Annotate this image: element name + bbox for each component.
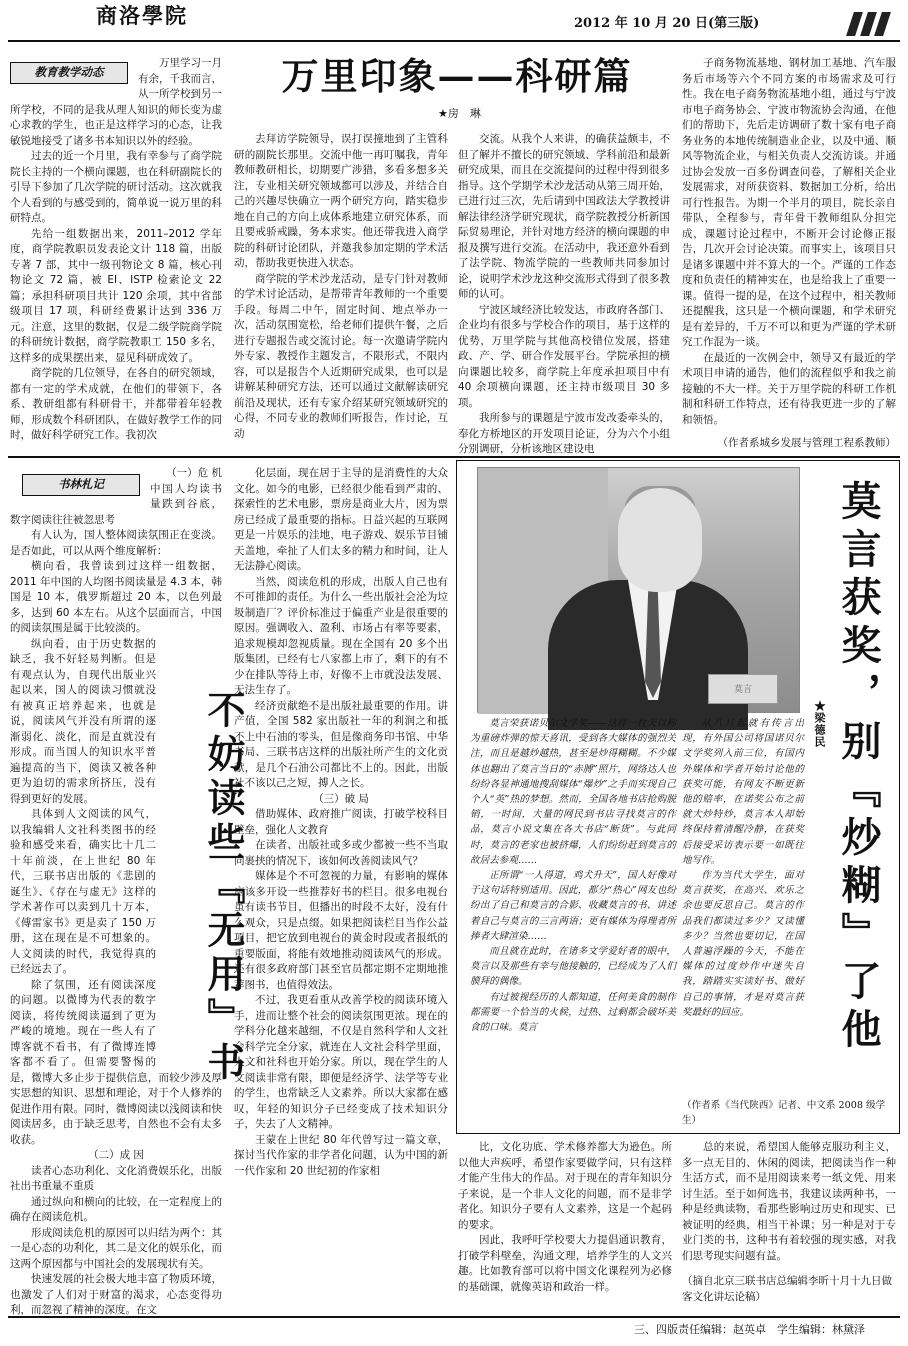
paragraph: 媒体是个不可忽视的力量，有影响的媒体应该多开设一些推荐好书的栏目。很多电视台虽有读书节目，但播出的时段不太好，没有什么观众，只是点缀。如果把阅读栏目当作公益项目，把它放到电视台的黄金时段或者报纸的重要版面，将能有效地推动阅读风气的形成。还有很多政府部门甚至官员都定期不定期地推荐图书，也值得效法。 — [234, 870, 448, 991]
section-tag-reading-notes: 书林札记 — [22, 474, 140, 496]
header-stripes — [846, 12, 896, 36]
header-rule — [8, 40, 900, 42]
paragraph: 除了氛围，还有阅读深度的问题。以微博为代表的数字阅读，将传统阅读逼到了更为严峻的境地。现在一些人有了博客就不看书，有了微博连博客都不看了。但需要警惕的是，微博大多止步于提供信息，而较少涉及厚实思想的知识、思想和理论，对于个人修养的促进作用有限。同时，微博阅读以浅阅读和快阅读居多，由于缺乏思考，自然也不会有太多收获。 — [10, 978, 222, 1146]
paragraph: 我所参与的课题是宁波市发改委牵头的，奉化方桥地区的开发项目论证，分为六个小组分别调研，分析该地区建设电 — [458, 412, 670, 455]
subheading: （一）危 机 — [166, 467, 222, 479]
paragraph: 具体到人文阅读的风气，以我编辑人文社科类图书的经验和感受来看，确实比十几二十年前淡，在上世纪 80 年代，三联书店出版的《悲剧的诞生》、《存在与虚无》这样的学术著作可以卖到几十万本，《傅雷家书》更是卖了 150 万册，这在现在是不可想象的。人文阅读的时代，我觉得真的已经远去了。 — [10, 808, 156, 975]
footer-editors: 三、四版责任编辑：赵英卓 学生编辑：林黛泽 — [634, 1323, 865, 1336]
article2-column-3 — [458, 1140, 672, 1312]
paragraph: 借助媒体、政府推广阅读，打破学校科目壁垒，强化人文教育 — [234, 808, 448, 836]
paragraph: 商学院的几位领导，在各自的研究领域，都有一定的学术成就，在他们的带领下，各系、教研组都有科研骨干，并都带着年轻教师，形成数个科研团队，在做好教学工作的同时，做好科学研究工作。我初次 — [10, 367, 222, 441]
paragraph: 中国人均读书量跌到谷底，数字阅读往往被忽思考 — [10, 482, 222, 526]
date-text: 2012 年 10 月 20 日 — [574, 16, 708, 31]
paragraph: 形成阅读危机的原因可以归结为两个：其一是心态的功利化，其二是文化的娱乐化，而这两个原因都与中国社会的发展现状有关。 — [10, 1226, 222, 1270]
article2-credit: （摘自北京三联书店总编辑李昕十月十九日做客文化讲坛论稿） — [682, 1275, 892, 1303]
paragraph: 子商务物流基地、钢材加工基地、汽车服务后市场等六个不同方案的市场需求及可行性。我在电子商务物流基地小组，通过与宁波市电子商务协会、宁波市物流协会沟通，在他们的帮助下，先后走访调研了数十家有电子商务业务的本地传统制造业企业，以及中通、顺风等物流企业，与相关负责人交流访谈。并通过协会发放一百多份调查问卷，了解相关企业发展需求，对所获资料、数据加工分析，给出可行性报告。为期一个半月的项目，院长亲自带队，全程参与，青年骨干教师组队分担完成，课题讨论过程中，不断开会讨论修正报告，几次开会讨论决策。而事实上，该项目只是诸多课题中并不算大的一个。严谨的工作态度和负责任的精神实在，也是给我上了重要一课。值得一提的是，在这个过程中，相关教师还提醒我，这只是一个横向课题，和学术研究是有差异的，千万不可以和更为严谨的学术研究工作混为一谈。 — [682, 57, 896, 348]
paragraph: 横向看，我曾读到过这样一组数据，2011 年中国的人均图书阅读量是 4.3 本，韩国是 10 本，俄罗斯超过 20 本，以色列最多，达到 60 本左右。从这个层面而言，中国的阅读氛围是属于比较淡的。 — [10, 560, 222, 634]
article3-title: 莫言获奖，别『炒糊』了他 — [835, 480, 882, 1056]
paragraph: 当然，阅读危机的形成，出版人自己也有不可推卸的责任。为什么一些出版社会沦为垃圾制造厂？评价标准过于偏重产业是很重要的原因。强调收入、盈利、市场占有率等要素，追求规模却忽视质量。现在全国有 20 多个出版集团，已经有七八家都上市了，剩下的有不少在排队等待上市，好像不上市就没法发展、无法生存了。 — [234, 575, 448, 696]
article1-column-3 — [458, 132, 670, 455]
article1-credit: （作者系城乡发展与管理工程系教师） — [717, 437, 896, 449]
paragraph: 纵向看，由于历史数据的缺乏，我不好轻易判断。但是有观点认为，自现代出版业兴起以来，国人的阅读习惯就没有被真正培养起来，也就是说，阅读风气并没有所谓的逐渐弱化、淡化，而是直就没有形成。而当国人的知识水平普遍提高的当下，阅读又被各种更为迫切的需求所挤压，没有得到更好的发展。 — [10, 637, 156, 805]
paragraph: 作为当代大学生，面对莫言获奖，在高兴、欢乐之余也要反思自己。莫言的作品我们都读过多少？又读懂多少？当然也要切记，在国人普遍浮躁的今天，不能在媒体的过度炒作中迷失自我，踏踏实实读好书、做好自己的事情，才是对莫言获奖最好的回应。 — [682, 870, 804, 1018]
paragraph: 去拜访学院领导，误打误撞地到了主管科研的副院长那里。交流中他一再叮嘱我，青年教师教研相长，切期要广涉猎，多看多想多关注，专业相关研究领域都可以涉及，并结合自己的兴趣尽快确立一两个研究方向，踏实稳步地在自己的方向上成体系地建立研究体系，而且要戒骄戒躁，务本求实。他还带我进入商学院的科研讨论团队，并邀我参加定期的学术活动，帮助我更快进入状态。 — [234, 133, 448, 269]
article1-column-2 — [234, 132, 448, 448]
subheading: （二）成 因 — [88, 1149, 144, 1161]
paragraph: 莫言荣获诺贝尔文学奖——这样一枚天以称为重磅炸弹的惊天喜讯，受到各大媒体的强烈关注，而且是越炒越热，甚至是炒得糊糊。不少媒体也翻出了莫言当日的“赤膊”照片，网络达人也纷纷各显神通地搜刮媒体“爆炒”之手而实现自己个人“英”热的梦想。然而，全国各地书店抢购脱销，一时间，大量的网民到书店寻找莫言的作品，莫言小说文集在各大书店“断货”。与此同时，莫言的老家也被挤爆，人们纷纷赶到莫言的故居去参观…… — [470, 718, 676, 866]
paragraph: 不过，我更看重从改善学校的阅读环境入手，进而让整个社会的阅读氛围更浓。现在的学科分化越来越细，不仅是自然科学和人文社会科学完全分家，就连在人文社会科学里面，人文和社科也开始分家。所以，现在学生的人文阅读非常有限，即便是经济学、法学等专业的学生，也常缺乏人文素养。所以大家都在感叹，年轻的知识分子已经变成了技术知识分子，失去了人文精神。 — [234, 994, 448, 1130]
article1-column-4 — [682, 56, 896, 432]
section-tag-education: 教育教学动态 — [10, 62, 128, 84]
issue-date — [574, 16, 759, 32]
paragraph: 从八月起就有传言出现，有外国公司将国诺贝尔文学奖列入前三位，有国内外媒体和学者开始讨论他的获奖可能，有网友不断更新他的赔率，在诺奖公布之前就大炒特炒，莫言本人却始终保持着清醒冷静，在获奖后接受采访表示要一如既往地写作。 — [682, 718, 804, 866]
moyan-photo — [477, 467, 800, 713]
article3-column-1 — [470, 716, 676, 1126]
paragraph: 在最近的一次例会中，领导又有最近的学术项目申请的通告，他们的流程似乎和我之前接触的不大一样。关于万里学院的科研工作机制和科研工作特点，还有待我更进一步的了解和领悟。 — [682, 351, 896, 426]
subheading: （三）破 局 — [313, 792, 369, 805]
paragraph: 交流。从我个人来讲，的确获益颇丰，不但了解并不擅长的研究领域、学科前沿和最新研究成果，而且在交流提问的过程中得到很多指导。这个学期学术沙龙活动从第三周开始，已进行过三次，先后请到中国政法大学教授讲解法律经济学研究现状，商学院教授分析新国际贸易理论，并针对地方经济的横向课题的申报及撰写进行交流。在活动中，我还意外看到了法学院、物流学院的一些教师共同参加讨论，说明学术沙龙这种交流形式得到了很多教师的认可。 — [458, 133, 670, 300]
paragraph: 在读者、出版社或多或少都被一些不当取向裹挟的情况下，该如何改善阅读风气？ — [234, 839, 448, 867]
article3-column-2 — [682, 716, 804, 1096]
paragraph: 有过被视经历的人都知道，任何美食的制作都需要一个恰当的火候，过热、过剩都会破坏美食的口味。莫言 — [470, 991, 676, 1034]
article1-byline: ★房 琳 — [438, 107, 481, 120]
article1-column-1 — [10, 56, 222, 448]
paragraph: 快速发展的社会极大地丰富了物质环境，也激发了人们对于财富的渴求，心态变得功利，而忽视了精神的深度。在文 — [10, 1273, 222, 1316]
paragraph: 读者心态功利化、文化消费娱乐化，出版社出书重量不重质 — [10, 1164, 222, 1192]
photo-name-sign: 莫言 — [708, 674, 778, 704]
paragraph: 比，文化功底、学术修养都大为逊色。所以他大声疾呼，希望作家要做学问，只有这样才能产生伟大的作品。对于现在的青年知识分子来说，是一个非人文化的问题，而不是非学者化。知识分子要有人文素养，这是一个起码的要求。 — [458, 1141, 672, 1231]
paragraph: 万里学习一月有余，千我而言，从一所学校到另一所学校，不同的是我从理人知识的师长变为虚心求教的学生，也正是这样学习的心态，让我敏锐地接受了诸多书本知识以外的经验。 — [10, 57, 222, 147]
paragraph: 商学院的学术沙龙活动，是专门针对教师的学术讨论活动，是帮带青年教师的一个重要手段。每周二中午，固定时间、地点举办一次，活动氛围宽松，给老师们提供午餐，之后进行专题报告或交流讨论。每一次邀请学院内外专家、教授作主题发言，不限形式，不限内容，可以是报告个人近期研究成果，也可以是讲解某种研究方法，还可以通过文献解读研究前沿及现状，还有专家介绍某研究领域研究的心得，不同专业的教师们听报告，作讨论，互动 — [234, 272, 448, 440]
paragraph: 先给一组数据出来，2011–2012 学年度，商学院教职员发表论文计 118 篇，出版专著 7 部，其中一级刊物论文 8 篇，核心刊物论文 72 篇，被 EI、ISTP 检索论文 22 篇；承担科研项目共计 120 余项，其中省部级项目 17 项，科研经费累计达到 336 万元。注意，这里的数据，仅是二级学院商学院的科研统计数据，商学院教职工 150 多名，这样多的成果摆出来，显见科研成效了。 — [10, 227, 222, 364]
article2-column-2 — [234, 466, 448, 1312]
paragraph: 过去的近一个月里，我有幸参与了商学院院长主持的一个横向课题，也在科研副院长的引导下参加了几次学院的研讨活动。这次就我个人看到的与感受到的，简单说一说万里的科研特点。 — [10, 150, 222, 224]
paragraph: 经济贡献绝不是出版社最重要的作用。讲产值，全国 582 家出版社一年的利润之和抵不上中石油的零头，但是像商务印书馆、中华书局、三联书店这样的出版社所产生的文化贡献，是几个石油公司都比不上的。因此，出版社不该以己之短，搏人之长。 — [234, 699, 448, 789]
article3-byline: ★梁德民 — [813, 700, 826, 748]
article3-credit: （作者系《当代陕西》记者、中文系 2008 级学生） — [682, 1100, 886, 1127]
paragraph: 有人认为，国人整体阅读氛围正在变淡。是否如此，可以从两个维度解析： — [10, 529, 222, 557]
paragraph: 总的来说，希望国人能够克服功利主义，多一点无目的、休闲的阅读，把阅读当作一种生活方式，而不是用阅读来考一纸文凭、用来讨生活。至于如何选书，我建议读两种书，一种是经典读物，看那些影响过历史和现实、已被证明的经典，相当干补课；另一种是对于专业门类的书，这种书有着较强的现实感，对我们思考现实问题有益。 — [682, 1141, 896, 1262]
article2-column-4 — [682, 1140, 896, 1270]
paragraph: 化层面，现在居于主导的是消费性的大众文化。如今的电影，已经很少能看到严肃的、探索性的艺术电影，票房是商业大片，因为票房已经成了最重要的指标。日益兴起的互联网更是一片娱乐的洼地，电子游戏、娱乐节目铺天盖地，牵扯了人们太多的精力和时间，让人无法静心阅读。 — [234, 467, 448, 572]
footer-rule — [8, 1316, 900, 1318]
paragraph: 通过纵向和横向的比较，在一定程度上的确存在阅读危机。 — [10, 1195, 222, 1223]
paragraph: 正所谓“一人得道，鸡犬升天”，国人好像对于这句话特别适用。因此，都分“热心”网友也纷纷出了自己和莫言的合影、收藏莫言的书、讲述着自己与莫言的三言两语；更有媒体为得理者所捧者大肆渲染…… — [470, 870, 676, 942]
article2-column-1 — [10, 466, 222, 1316]
edition-text: (第三版) — [708, 16, 760, 31]
paragraph: 王蒙在上世纪 80 年代曾写过一篇文章，探讨当代作家的非学者化问题，认为中国的新一代作家和 20 世纪初的作家相 — [234, 1133, 448, 1177]
paragraph: 因此，我呼吁学校要大力提倡通识教育，打破学科壁垒，沟通文理，培养学生的人文兴趣。比如教育部可以将中国文化课程列为必修的基础课，就像英语和政治一样。 — [458, 1234, 672, 1293]
paragraph: 宁波区域经济比较发达，市政府各部门、企业均有很多与学校合作的项目，基于这样的优势，万里学院与其他高校错位发展，搭建政、产、学、研合作发展平台。学院承担的横向课题比较多，商学院上年度承担项目中有 40 余项横向课题，还主持市级项目 30 多项。 — [458, 303, 670, 409]
article1-title: 万里印象——科研篇 — [281, 54, 633, 98]
article2-title: 不妨读些『无用』书 — [201, 690, 246, 1086]
paragraph: 而且就在此时，在诸多文学爱好者的眼中，莫言以及那些有幸与他接触的，已经成为了人们膜拜的偶像。 — [470, 946, 676, 988]
masthead: 商洛學院 — [96, 3, 188, 28]
section-divider — [8, 456, 900, 458]
